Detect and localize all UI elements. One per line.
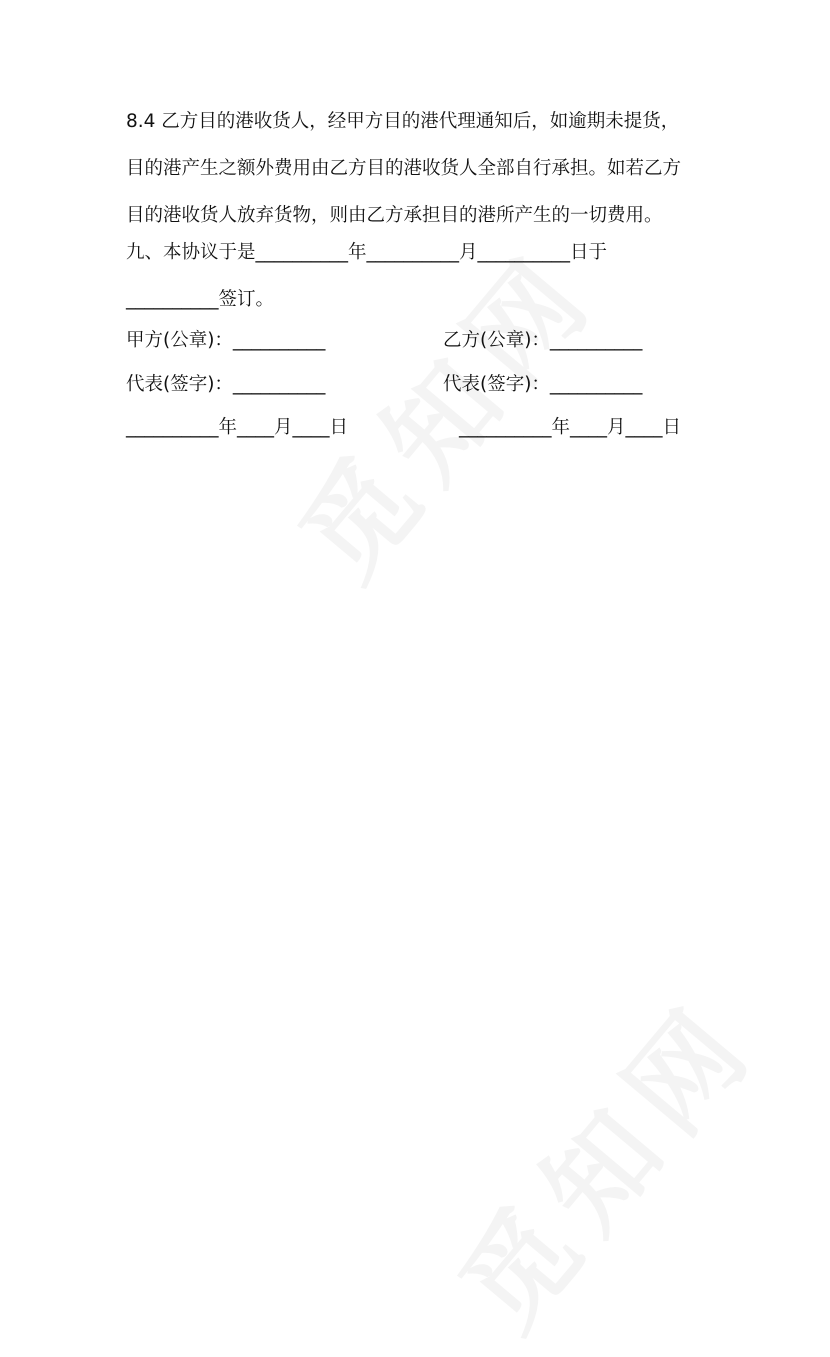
watermark xyxy=(418,961,786,1357)
party-a-seal: 甲方(公章)：__________ xyxy=(126,330,326,351)
clause-8-4-line-1: 8.4 乙方目的港收货人，经甲方目的港代理通知后，如逾期未提货， xyxy=(126,111,680,132)
party-b-representative: 代表(签字)：__________ xyxy=(443,374,643,395)
party-a-representative: 代表(签字)：__________ xyxy=(126,374,326,395)
clause-8-4-line-3: 目的港收货人放弃货物，则由乙方承担目的港所产生的一切费用。 xyxy=(126,205,663,226)
party-b-seal: 乙方(公章)：__________ xyxy=(443,330,643,351)
clause-8-4-line-2: 目的港产生之额外费用由乙方目的港收货人全部自行承担。如若乙方 xyxy=(126,158,682,179)
clause-9-line-1: 九、本协议于是__________年__________月__________日于 xyxy=(126,242,608,263)
clause-8-4 xyxy=(126,98,726,239)
watermark xyxy=(258,211,626,607)
party-a-date: __________年____月____日 xyxy=(126,417,349,438)
clause-9-line-2: __________签订。 xyxy=(126,289,275,310)
party-b-date: __________年____月____日 xyxy=(459,417,682,438)
